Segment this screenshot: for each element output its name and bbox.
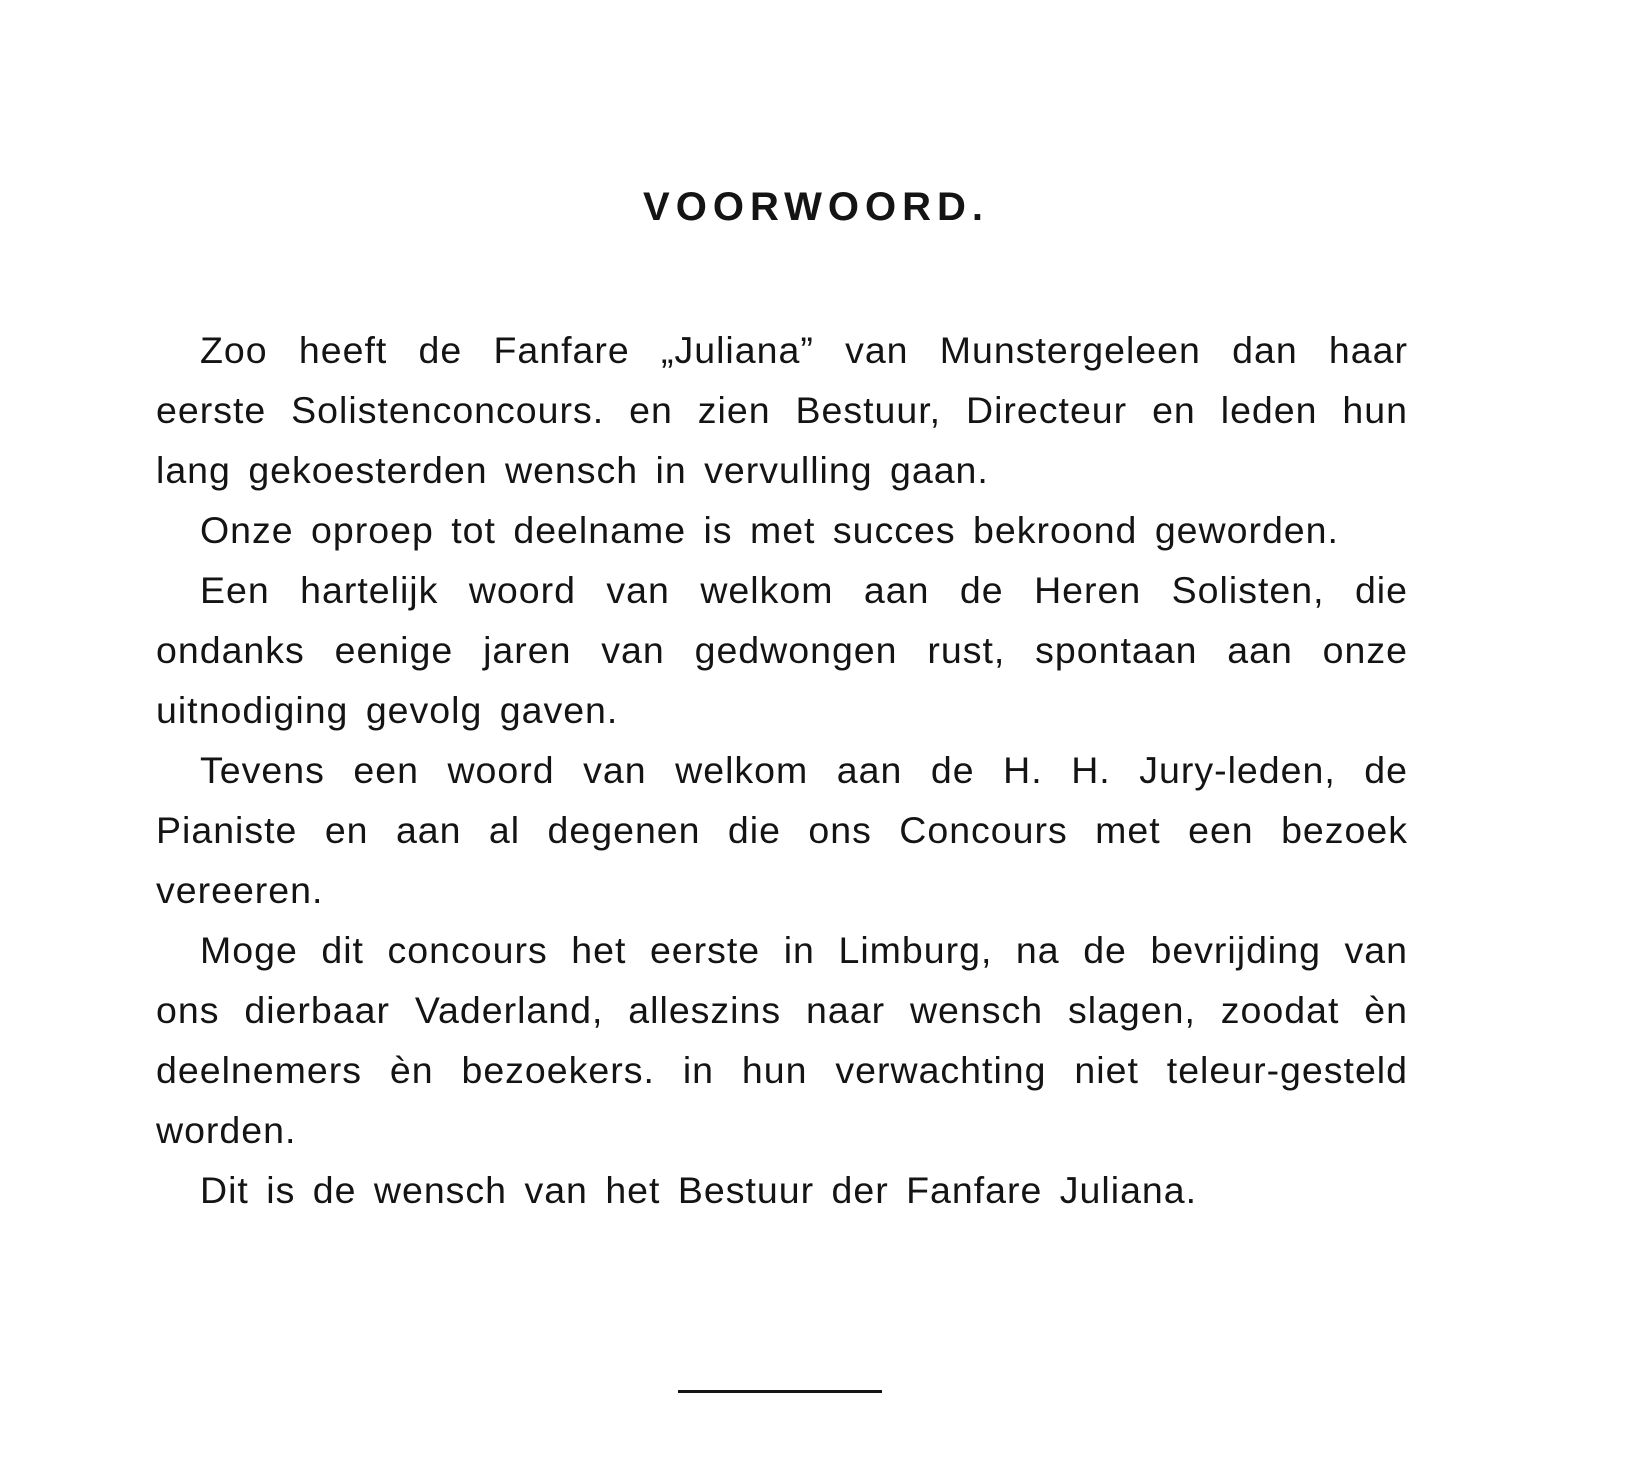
paragraph-welcome-soloists: Een hartelijk woord van welkom aan de Heren Solisten, die ondanks eenige jaren van gedwongen rust, spontaan aan onze uitnodiging gevolg gaven. bbox=[156, 569, 1408, 731]
paragraph-participation: Onze oproep tot deelname is met succes bekroond geworden. bbox=[200, 509, 1339, 551]
paragraph-welcome-jury: Tevens een woord van welkom aan de H. H. Jury-leden, de Pianiste en aan al degenen die ons Concours met een bezoek vereeren. bbox=[156, 749, 1408, 911]
closing-divider bbox=[678, 1390, 882, 1393]
paragraph-intro: Zoo heeft de Fanfare „Juliana” van Munstergeleen dan haar eerste Solistenconcours. en zien Bestuur, Directeur en leden hun lang gekoesterden wensch in vervulling gaan. bbox=[156, 329, 1408, 491]
paragraph-wish-success: Moge dit concours het eerste in Limburg, na de bevrijding van ons dierbaar Vaderland, alleszins naar wensch slagen, zoodat èn deelnemers èn bezoekers. in hun verwachting niet teleur-gesteld worden. bbox=[156, 929, 1408, 1151]
paragraph-closing: Dit is de wensch van het Bestuur der Fanfare Juliana. bbox=[200, 1169, 1198, 1211]
page-title: VOORWOORD. bbox=[643, 185, 989, 229]
foreword-body bbox=[156, 320, 1408, 1220]
